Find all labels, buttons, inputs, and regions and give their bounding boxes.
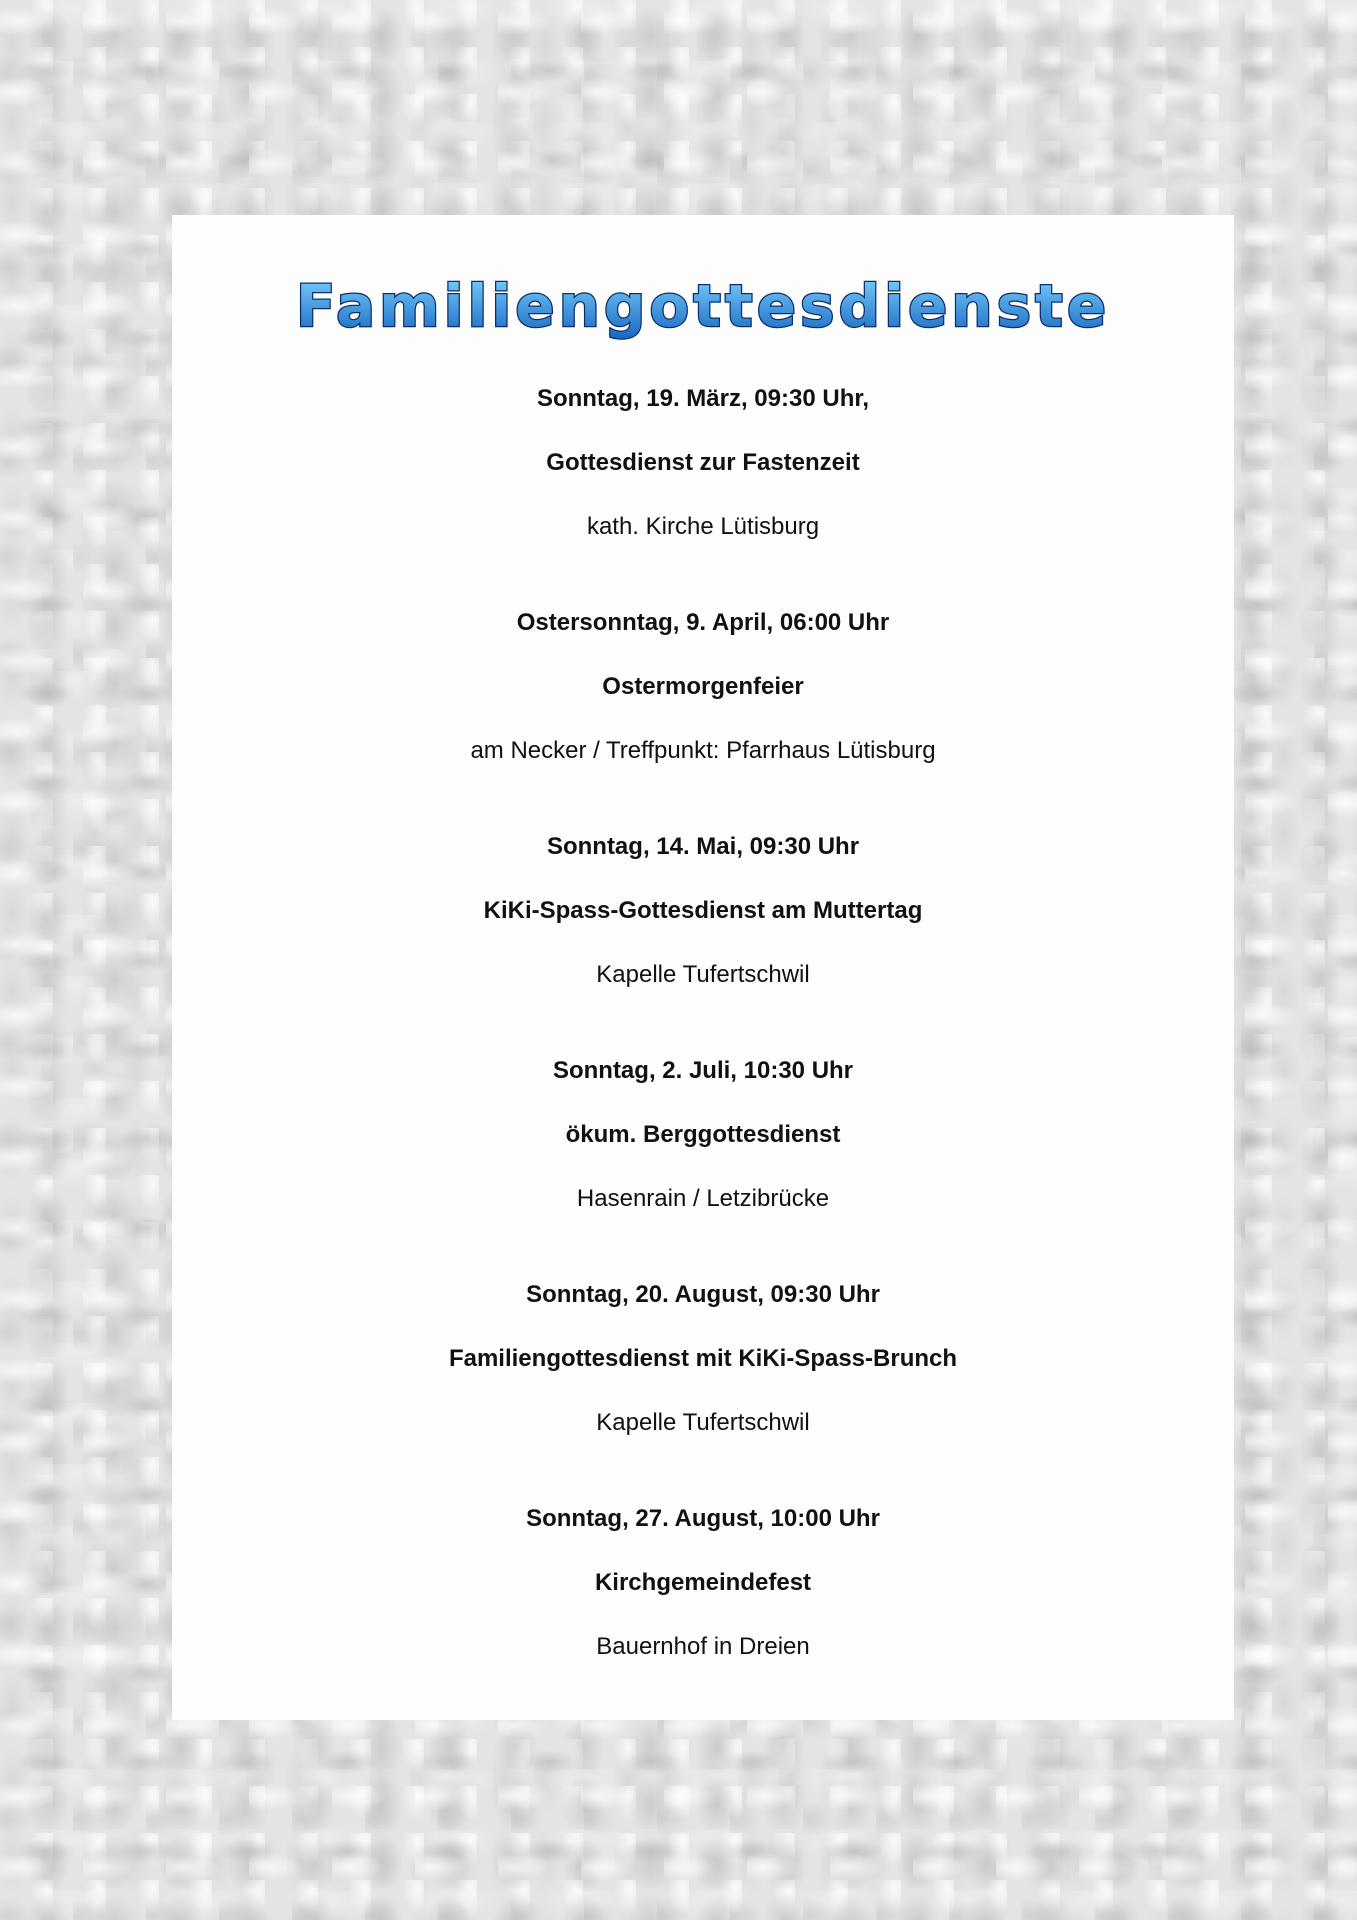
event-item <box>172 591 1234 815</box>
event-date: Sonntag, 20. August, 09:30 Uhr <box>526 1281 880 1308</box>
event-name: Gottesdienst zur Fastenzeit <box>546 449 860 476</box>
event-item <box>172 1039 1234 1263</box>
event-item <box>172 1487 1234 1711</box>
content-panel <box>172 215 1234 1720</box>
event-name: Kirchgemeindefest <box>594 1569 812 1596</box>
event-name: Familiengottesdienst mit KiKi-Spass-Brunch <box>448 1345 958 1372</box>
event-date: Sonntag, 14. Mai, 09:30 Uhr <box>546 833 860 860</box>
event-location: am Necker / Treffpunkt: Pfarrhaus Lütisburg <box>470 737 936 764</box>
event-name: KiKi-Spass-Gottesdienst am Muttertag <box>483 897 923 924</box>
event-date: Sonntag, 27. August, 10:00 Uhr <box>526 1505 880 1532</box>
event-item <box>172 367 1234 591</box>
title-wordart <box>172 260 1234 350</box>
event-location: kath. Kirche Lütisburg <box>586 513 820 540</box>
event-date: Ostersonntag, 9. April, 06:00 Uhr <box>516 609 890 636</box>
event-location: Hasenrain / Letzibrücke <box>576 1185 830 1212</box>
event-location: Kapelle Tufertschwil <box>596 961 810 988</box>
event-list <box>172 367 1234 1711</box>
event-name: Ostermorgenfeier <box>602 673 804 700</box>
event-item <box>172 1263 1234 1487</box>
event-location: Bauernhof in Dreien <box>596 1633 810 1660</box>
event-item <box>172 815 1234 1039</box>
page-title-text: Familiengottesdienste <box>295 272 1111 340</box>
page-title <box>172 260 1234 350</box>
event-name: ökum. Berggottesdienst <box>565 1121 841 1148</box>
event-location: Kapelle Tufertschwil <box>596 1409 810 1436</box>
event-date: Sonntag, 2. Juli, 10:30 Uhr <box>552 1057 854 1084</box>
event-date: Sonntag, 19. März, 09:30 Uhr, <box>536 385 870 412</box>
